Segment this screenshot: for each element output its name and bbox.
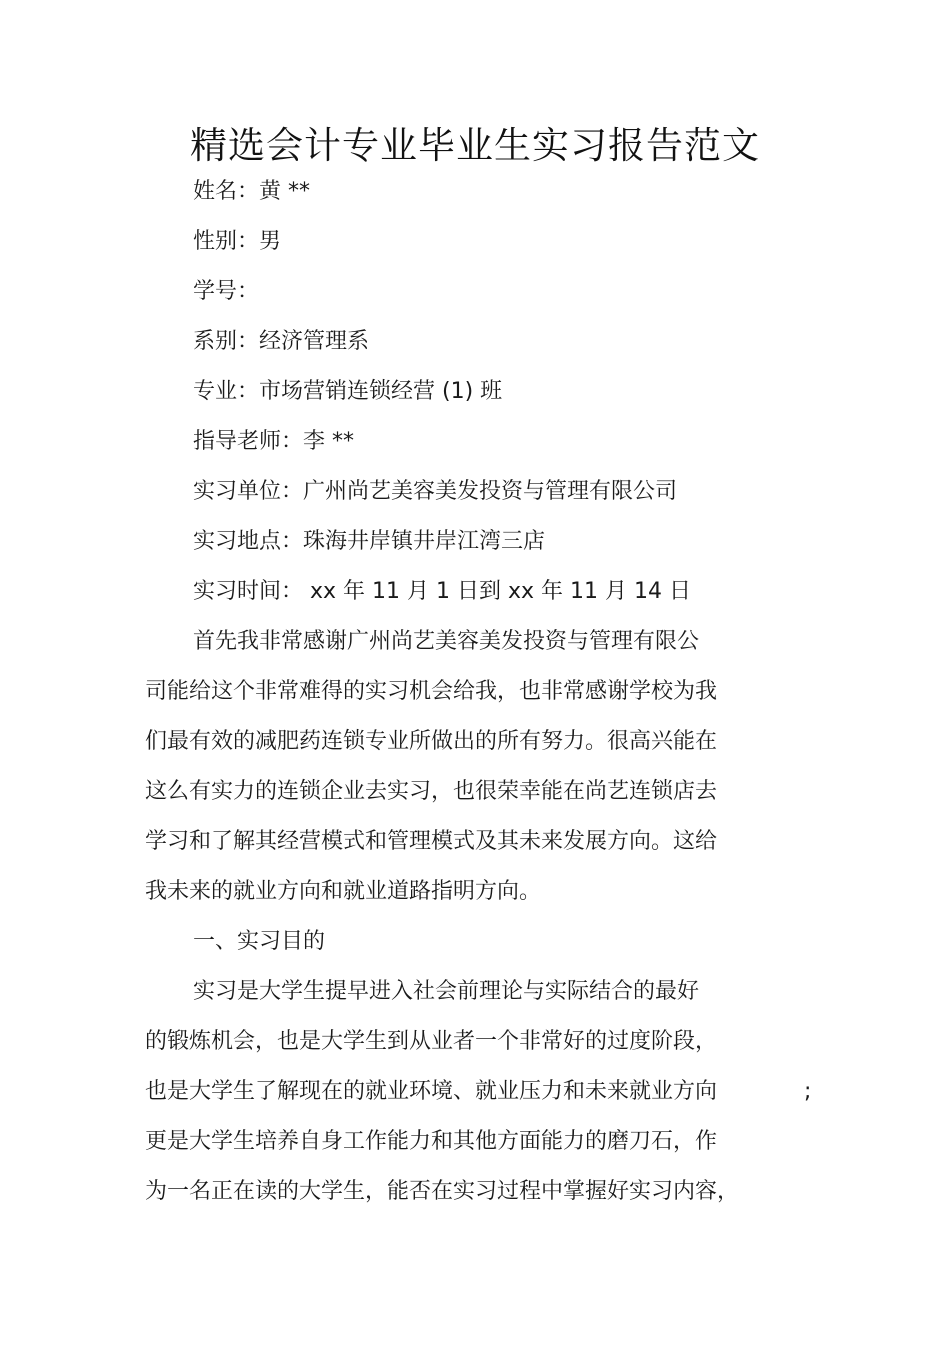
info-advisor: 指导老师：李 ** bbox=[193, 429, 354, 454]
paragraph-line: 的锻炼机会，也是大学生到从业者一个非常好的过度阶段， bbox=[145, 1029, 718, 1054]
info-internship-unit: 实习单位：广州尚艺美容美发投资与管理有限公司 bbox=[193, 479, 678, 504]
info-student-id: 学号： bbox=[193, 279, 260, 304]
paragraph-line: 我未来的就业方向和就业道路指明方向。 bbox=[145, 879, 542, 904]
info-internship-location: 实习地点：珠海井岸镇井岸江湾三店 bbox=[193, 529, 546, 554]
paragraph-line: 为一名正在读的大学生，能否在实习过程中掌握好实习内容， bbox=[145, 1179, 740, 1204]
info-internship-time: 实习时间： xx 年 11 月 1 日到 xx 年 11 月 14 日 bbox=[193, 579, 691, 604]
paragraph-line: 司能给这个非常难得的实习机会给我，也非常感谢学校为我 bbox=[145, 679, 718, 704]
paragraph-line: 们最有效的减肥药连锁专业所做出的所有努力。很高兴能在 bbox=[145, 729, 718, 754]
info-department: 系别：经济管理系 bbox=[193, 329, 370, 354]
paragraph-line: 学习和了解其经营模式和管理模式及其未来发展方向。这给 bbox=[145, 829, 718, 854]
paragraph-line: 这么有实力的连锁企业去实习，也很荣幸能在尚艺连锁店去 bbox=[145, 779, 718, 804]
paragraph-line: 更是大学生培养自身工作能力和其他方面能力的磨刀石，作 bbox=[145, 1129, 718, 1154]
info-gender: 性别：男 bbox=[193, 229, 282, 254]
section-heading: 一、实习目的 bbox=[193, 929, 326, 954]
info-name: 姓名：黄 ** bbox=[193, 179, 310, 204]
document-title: 精选会计专业毕业生实习报告范文 bbox=[190, 124, 760, 167]
paragraph-semicolon: ; bbox=[804, 1079, 812, 1104]
paragraph-line: 实习是大学生提早进入社会前理论与实际结合的最好 bbox=[193, 979, 700, 1004]
info-major: 专业：市场营销连锁经营 (1) 班 bbox=[193, 379, 503, 404]
paragraph-line: 也是大学生了解现在的就业环境、就业压力和未来就业方向 bbox=[145, 1079, 718, 1104]
paragraph-line: 首先我非常感谢广州尚艺美容美发投资与管理有限公 bbox=[193, 629, 700, 654]
